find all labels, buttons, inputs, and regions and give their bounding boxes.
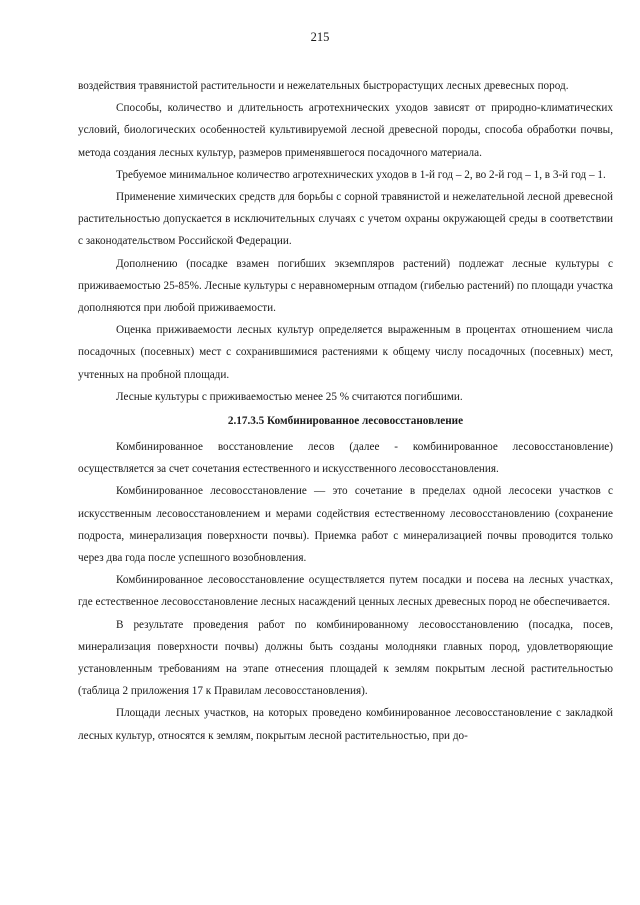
paragraph: Применение химических средств для борьбы с сорной травянистой и нежелательной лесной древесной растительностью допускается в исключительных случаях с учетом охраны окружающей среды в соответствии с законодательством Российской Федерации. (78, 191, 613, 248)
paragraph: Комбинированное лесовосстановление осуществляется путем посадки и посева на лесных участках, где естественное лесовосстановление лесных насаждений ценных лесных древесных пород не обеспечивается. (78, 574, 613, 609)
page-number: 215 (310, 30, 330, 44)
paragraph: Оценка приживаемости лесных культур определяется выраженным в процентах отношением числа посадочных (посевных) мест с сохранившимися растениями к общему числу посадочных (посевных) мест, учтенных на пробной площади. (78, 324, 613, 381)
document-body (78, 75, 613, 747)
paragraph: Лесные культуры с приживаемостью менее 25 % считаются погибшими. (116, 390, 463, 403)
paragraph: Комбинированное лесовосстановление — это сочетание в пределах одной лесосеки участков с искусственным лесовосстановлением и мерами содействия естественному лесовосстановлению (сохранение подроста, минерализация поверхности почвы). Приемка работ с минерализацией почвы проводится только через два года после успешного возобновления. (78, 485, 613, 565)
section-heading: 2.17.3.5 Комбинированное лесовосстановление (227, 415, 464, 428)
paragraph: Дополнению (посадке взамен погибших экземпляров растений) подлежат лесные культуры с приживаемостью 25-85%. Лесные культуры с неравномерным отпадом (гибелью растений) по площади участка дополняются при любой приживаемости. (78, 257, 613, 315)
paragraph: Требуемое минимальное количество агротехнических уходов в 1-й год – 2, во 2-й год – 1, в 3-й год – 1. (116, 168, 606, 181)
paragraph: воздействия травянистой растительности и нежелательных быстрорастущих лесных древесных пород. (78, 80, 569, 92)
paragraph: Площади лесных участков, на которых проведено комбинированное лесовосстановление с закладкой лесных культур, относятся к землям, покрытым лесной растительностью, при до- (78, 707, 613, 742)
paragraph: Комбинированное восстановление лесов (далее - комбинированное лесовосстановление) осуществляется за счет сочетания естественного и искусственного лесовосстановления. (78, 441, 613, 476)
paragraph: Способы, количество и длительность агротехнических уходов зависят от природно-климатических условий, биологических особенностей культивируемой лесной древесной породы, способа обработки почвы, метода создания лесных культур, размеров применявшегося посадочного материала. (78, 102, 613, 159)
paragraph: В результате проведения работ по комбинированному лесовосстановлению (посадка, посев, минерализация поверхности почвы) должны быть созданы молодняки главных пород, удовлетворяющие установленным требованиям на этапе отнесения площадей к землям покрытым лесной растительностью (таблица 2 приложения 17 к Правилам лесовосстановления). (78, 618, 613, 698)
